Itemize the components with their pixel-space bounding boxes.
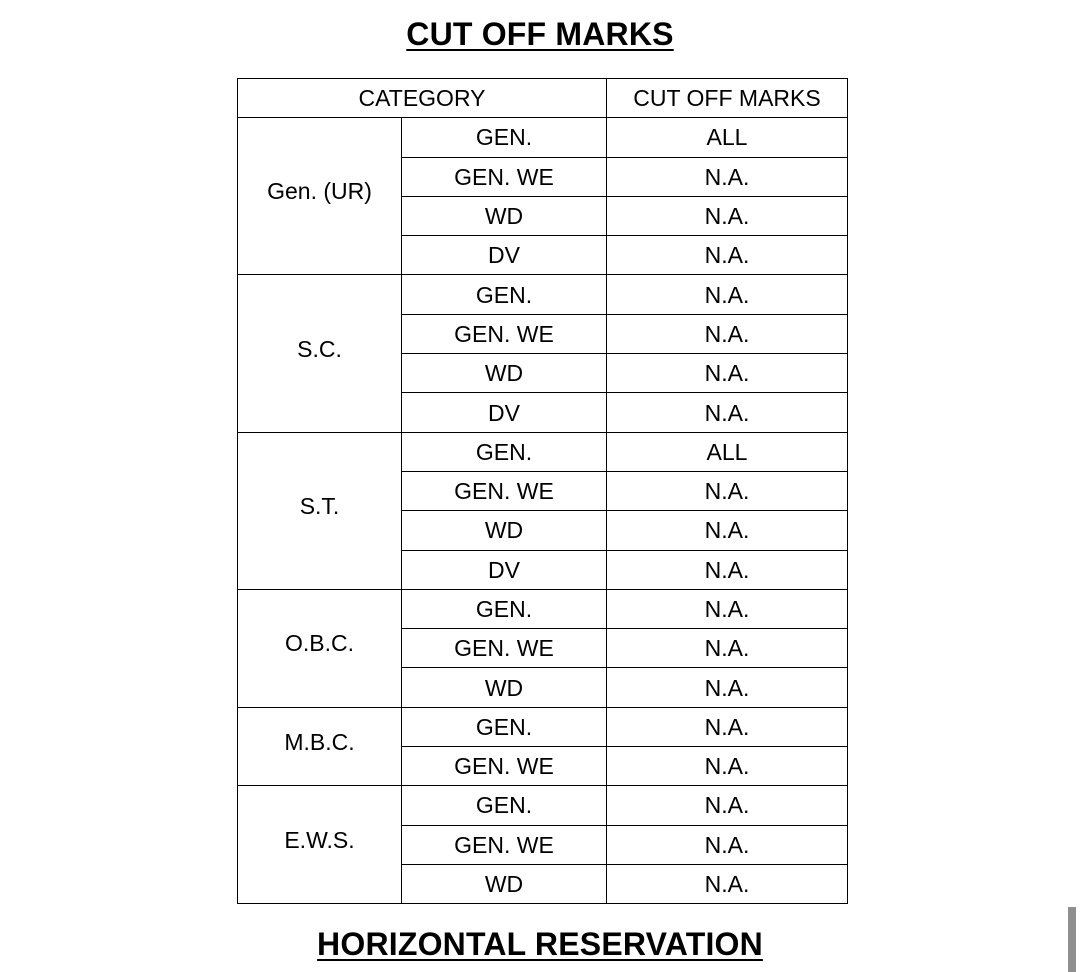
subcategory-cell: GEN. WE (402, 314, 607, 353)
table-body (238, 118, 848, 904)
table-header (238, 79, 848, 118)
scrollbar-thumb[interactable] (1068, 907, 1076, 972)
subcategory-cell: GEN. (402, 707, 607, 746)
subcategory-cell: DV (402, 236, 607, 275)
cut-off-marks-cell: N.A. (607, 471, 848, 510)
cut-off-marks-cell: N.A. (607, 629, 848, 668)
subcategory-cell: WD (402, 864, 607, 903)
category-group-cell: Gen. (UR) (238, 118, 402, 275)
category-group-cell: O.B.C. (238, 589, 402, 707)
cut-off-marks-cell: N.A. (607, 314, 848, 353)
cut-off-marks-cell: N.A. (607, 550, 848, 589)
subcategory-cell: GEN. (402, 786, 607, 825)
header-row (238, 79, 848, 118)
cut-off-marks-cell: N.A. (607, 707, 848, 746)
cut-off-marks-table (237, 78, 848, 904)
cut-off-marks-cell: N.A. (607, 196, 848, 235)
cut-off-marks-cell: ALL (607, 432, 848, 471)
cut-off-marks-cell: N.A. (607, 157, 848, 196)
subcategory-cell: GEN. WE (402, 471, 607, 510)
cut-off-marks-cell: N.A. (607, 511, 848, 550)
subcategory-cell: GEN. (402, 275, 607, 314)
subcategory-cell: GEN. (402, 432, 607, 471)
subcategory-cell: WD (402, 196, 607, 235)
cut-off-marks-cell: N.A. (607, 275, 848, 314)
table-row (238, 707, 848, 746)
category-group-cell: E.W.S. (238, 786, 402, 904)
table-row (238, 786, 848, 825)
subcategory-cell: GEN. (402, 118, 607, 157)
category-group-cell: S.T. (238, 432, 402, 589)
cut-off-marks-cell: N.A. (607, 864, 848, 903)
subcategory-cell: WD (402, 668, 607, 707)
subcategory-cell: GEN. (402, 589, 607, 628)
header-cut-off-marks: CUT OFF MARKS (607, 79, 848, 118)
cut-off-marks-cell: N.A. (607, 354, 848, 393)
section-heading-horizontal-reservation: HORIZONTAL RESERVATION (317, 926, 763, 962)
cut-off-marks-cell: N.A. (607, 668, 848, 707)
cut-off-marks-cell: N.A. (607, 393, 848, 432)
subcategory-cell: GEN. WE (402, 157, 607, 196)
page-title: CUT OFF MARKS (406, 16, 674, 52)
category-group-cell: S.C. (238, 275, 402, 432)
subcategory-cell: GEN. WE (402, 825, 607, 864)
subcategory-cell: GEN. WE (402, 629, 607, 668)
subcategory-cell: DV (402, 550, 607, 589)
subcategory-cell: WD (402, 354, 607, 393)
subcategory-cell: DV (402, 393, 607, 432)
table-row (238, 275, 848, 314)
cut-off-marks-cell: ALL (607, 118, 848, 157)
cut-off-marks-cell: N.A. (607, 589, 848, 628)
table-row (238, 118, 848, 157)
cut-off-marks-cell: N.A. (607, 825, 848, 864)
cut-off-marks-cell: N.A. (607, 236, 848, 275)
table-row (238, 589, 848, 628)
table-row (238, 432, 848, 471)
cut-off-marks-cell: N.A. (607, 747, 848, 786)
cut-off-marks-cell: N.A. (607, 786, 848, 825)
subcategory-cell: GEN. WE (402, 747, 607, 786)
subcategory-cell: WD (402, 511, 607, 550)
header-category: CATEGORY (238, 79, 607, 118)
category-group-cell: M.B.C. (238, 707, 402, 786)
